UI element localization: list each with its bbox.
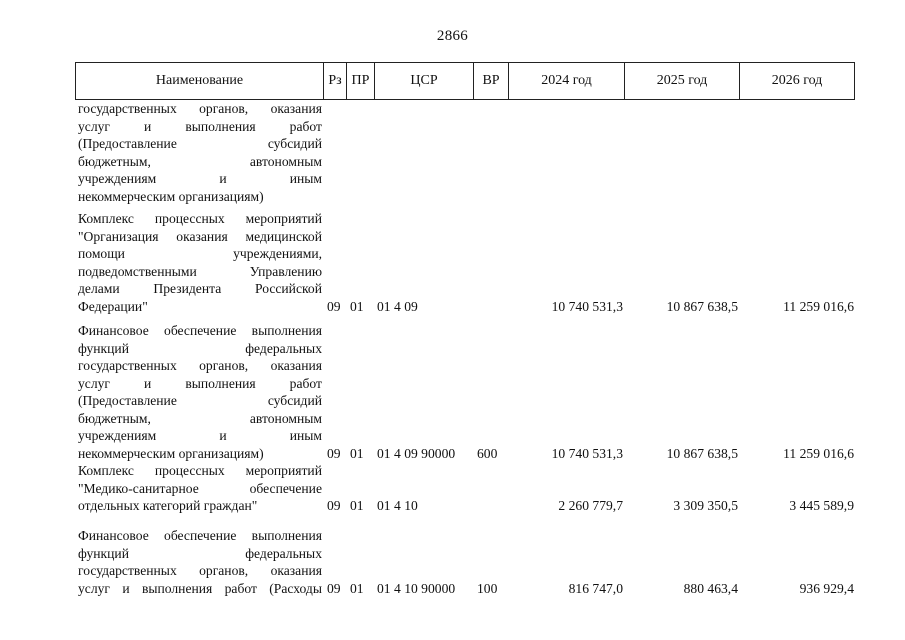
header-vr: ВР	[474, 63, 509, 99]
cell-csr: 01 4 09	[377, 298, 418, 314]
header-rz: Рз	[324, 63, 347, 99]
page-number: 2866	[436, 28, 469, 44]
header-csr: ЦСР	[375, 63, 474, 99]
word: услуг	[78, 118, 110, 134]
word: Комплекс	[78, 211, 134, 226]
row-name	[78, 462, 322, 515]
cell-2026: 3 445 589,9	[789, 498, 854, 513]
word: работ	[289, 375, 322, 391]
row-name-line	[78, 392, 322, 410]
row-name	[78, 100, 322, 205]
word: мероприятий	[245, 211, 322, 226]
word: автономным	[249, 153, 322, 169]
word: государственных	[78, 563, 177, 578]
cell-pr: 01	[350, 580, 364, 596]
cell-rz: 09	[327, 580, 341, 596]
row-name-line	[78, 298, 322, 316]
word: некоммерческим организациям)	[78, 188, 264, 204]
table-body	[0, 100, 905, 640]
word: (Предоставление	[78, 136, 177, 151]
word: работ	[289, 118, 322, 134]
cell-rz: 09	[327, 298, 341, 314]
word: Президента	[153, 281, 222, 296]
row-name-line	[78, 375, 322, 393]
cell-csr: 01 4 09 90000	[377, 445, 456, 461]
cell-pr: 01	[350, 498, 364, 513]
cell-2025: 10 867 638,5	[666, 298, 738, 314]
header-2025: 2025 год	[625, 63, 740, 99]
word: обеспечение	[249, 480, 322, 496]
row-name-line	[78, 497, 322, 515]
word: работ	[224, 580, 257, 596]
word: учреждениям	[78, 428, 157, 443]
word: медицинской	[245, 228, 322, 244]
word: (Предоставление	[78, 393, 177, 408]
row-name	[78, 322, 322, 462]
row-name-line	[78, 427, 322, 445]
row-name-line	[78, 263, 322, 281]
word: услуг	[78, 375, 110, 391]
word: и	[144, 118, 152, 134]
word: оказания	[270, 101, 322, 116]
cell-csr: 01 4 10	[377, 498, 418, 513]
word: "Организация	[78, 228, 159, 244]
word: федеральных	[245, 340, 322, 356]
cell-2026: 11 259 016,6	[783, 298, 854, 314]
word: (Расходы	[269, 580, 322, 596]
word: бюджетным,	[78, 410, 151, 426]
row-name-line	[78, 527, 322, 545]
word: обеспечение	[164, 323, 237, 338]
word: оказания	[270, 563, 322, 578]
cell-rz: 09	[327, 498, 341, 513]
word: Управлению	[249, 263, 322, 279]
row-name-line	[78, 245, 322, 263]
header-2026: 2026 год	[771, 73, 823, 88]
word: помощи	[78, 246, 125, 261]
row-name-line	[78, 462, 322, 480]
table-row	[0, 210, 905, 315]
cell-vr: 600	[477, 445, 498, 461]
row-name	[78, 527, 322, 597]
word: учреждениями,	[233, 246, 322, 261]
word: федеральных	[245, 545, 322, 561]
row-name-line	[78, 170, 322, 188]
word: иным	[289, 428, 322, 443]
row-name-line	[78, 357, 322, 375]
row-name-line	[78, 100, 322, 118]
word: функций	[78, 545, 129, 561]
word: и	[122, 580, 130, 596]
cell-2026: 936 929,4	[799, 580, 854, 596]
word: Комплекс	[78, 463, 134, 478]
word: услуг	[78, 580, 110, 596]
cell-2026: 11 259 016,6	[783, 445, 854, 461]
cell-2024: 816 747,0	[568, 580, 623, 596]
cell-2024: 10 740 531,3	[551, 445, 623, 461]
word: Финансовое	[78, 528, 149, 543]
cell-pr: 01	[350, 445, 364, 461]
row-name-line	[78, 580, 322, 598]
word: выполнения	[251, 528, 322, 543]
row-name-line	[78, 545, 322, 563]
word: Федерации"	[78, 298, 148, 314]
cell-csr: 01 4 10 90000	[377, 580, 456, 596]
row-name-line	[78, 340, 322, 358]
table-row	[0, 322, 905, 462]
word: бюджетным,	[78, 153, 151, 169]
word: субсидий	[267, 393, 322, 408]
word: органов,	[199, 563, 249, 578]
word: делами	[78, 281, 120, 296]
word: государственных	[78, 101, 177, 116]
row-name-line	[78, 188, 322, 206]
word: отдельных категорий граждан"	[78, 498, 258, 513]
word: и	[219, 171, 227, 186]
header-name: Наименование	[76, 63, 324, 99]
word: учреждениям	[78, 171, 157, 186]
cell-2025: 10 867 638,5	[666, 445, 738, 461]
word: оказания	[270, 358, 322, 373]
word: некоммерческим организациям)	[78, 445, 264, 461]
row-name-line	[78, 445, 322, 463]
row-name-line	[78, 322, 322, 340]
word: мероприятий	[245, 463, 322, 478]
row-name-line	[78, 210, 322, 228]
word: и	[144, 375, 152, 391]
cell-2025: 3 309 350,5	[673, 498, 738, 513]
word: процессных	[154, 463, 225, 478]
word: оказания	[176, 228, 228, 244]
cell-2024: 2 260 779,7	[558, 498, 623, 513]
word: "Медико-санитарное	[78, 480, 199, 496]
word: автономным	[249, 410, 322, 426]
row-name-line	[78, 118, 322, 136]
table-header	[75, 62, 855, 100]
table-row	[0, 527, 905, 597]
word: органов,	[199, 101, 249, 116]
word: обеспечение	[164, 528, 237, 543]
word: Финансовое	[78, 323, 149, 338]
table-row	[0, 100, 905, 205]
row-name-line	[78, 280, 322, 298]
word: функций	[78, 340, 129, 356]
word: иным	[289, 171, 322, 186]
word: органов,	[199, 358, 249, 373]
row-name-line	[78, 153, 322, 171]
cell-pr: 01	[350, 298, 364, 314]
cell-2024: 10 740 531,3	[551, 298, 623, 314]
cell-rz: 09	[327, 445, 341, 461]
word: выполнения	[141, 580, 213, 596]
header-pr: ПР	[347, 63, 375, 99]
header-2024: 2024 год	[509, 63, 625, 99]
word: выполнения	[251, 323, 322, 338]
row-name-line	[78, 410, 322, 428]
word: выполнения	[185, 375, 256, 391]
word: государственных	[78, 358, 177, 373]
table-row	[0, 462, 905, 515]
row-name	[78, 210, 322, 315]
row-name-line	[78, 480, 322, 498]
row-name-line	[78, 135, 322, 153]
word: и	[219, 428, 227, 443]
word: подведомственными	[78, 263, 197, 279]
word: Российской	[254, 281, 322, 296]
row-name-line	[78, 562, 322, 580]
word: процессных	[154, 211, 225, 226]
cell-2025: 880 463,4	[683, 580, 738, 596]
word: выполнения	[185, 118, 256, 134]
row-name-line	[78, 228, 322, 246]
word: субсидий	[267, 136, 322, 151]
cell-vr: 100	[477, 580, 498, 596]
